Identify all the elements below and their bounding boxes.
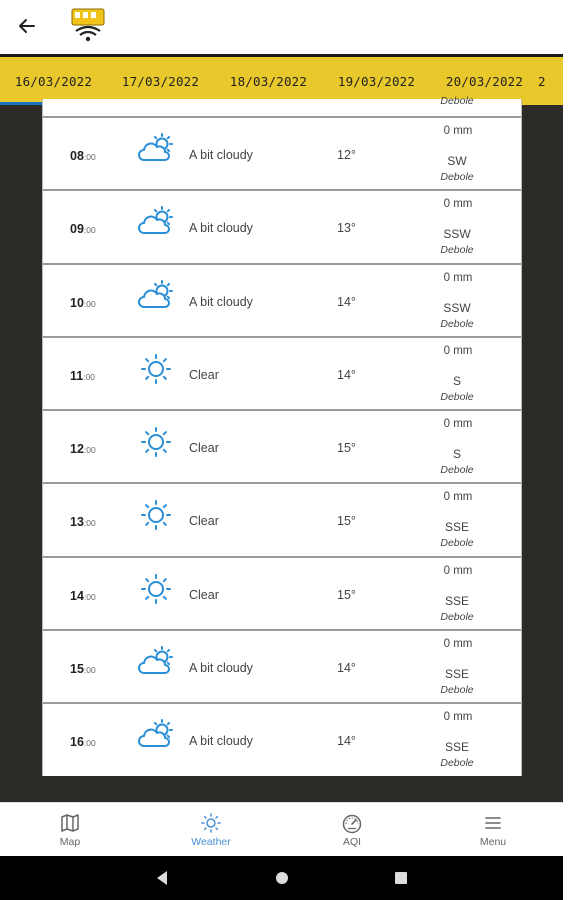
temperature-value: 14° [337, 367, 356, 382]
precipitation-value: 0 mm [443, 711, 473, 724]
temperature-value: 14° [337, 294, 356, 309]
table-row [43, 409, 521, 482]
nav-map[interactable] [0, 803, 140, 857]
condition-label: A bit cloudy [189, 148, 253, 162]
hour-label [70, 222, 96, 236]
hour-value: 16 [70, 735, 84, 750]
wind-strength: Debole [440, 537, 474, 550]
partly-cloudy-icon [137, 132, 175, 166]
condition-label: Clear [189, 514, 219, 529]
sun-icon [137, 498, 175, 532]
map-icon [59, 812, 81, 834]
nav-weather-label: Weather [191, 836, 231, 848]
wind-strength: Debole [440, 244, 474, 257]
condition-label: A bit cloudy [189, 734, 253, 749]
hour-label [70, 442, 96, 456]
wind-direction: SSE [444, 593, 469, 608]
precipitation-value: 0 mm [443, 418, 473, 431]
table-row [43, 629, 521, 702]
table-row [43, 189, 521, 262]
precipitation-value: 0 mm [443, 344, 473, 357]
system-back-button[interactable] [151, 867, 173, 889]
tab-next-partial[interactable]: 2 [538, 73, 546, 89]
hour-value: 08 [70, 149, 84, 163]
wind-strength: Debole [440, 171, 474, 183]
square-recents-icon [394, 871, 408, 885]
hour-value: 10 [70, 295, 84, 310]
minute-value: :00 [83, 591, 96, 602]
precipitation-value: 0 mm [443, 491, 473, 504]
hour-label [70, 735, 96, 749]
precipitation-value: 0 mm [443, 564, 473, 577]
minute-value: :00 [83, 225, 96, 236]
condition-label: Clear [189, 587, 219, 602]
forecast-content[interactable] [0, 95, 563, 802]
hour-label [70, 589, 96, 603]
nav-aqi-label: AQI [342, 836, 362, 848]
gauge-icon [341, 812, 363, 834]
table-row [43, 556, 521, 629]
tab-19-03-2022[interactable]: 19/03/2022 [337, 73, 416, 89]
precipitation-value: 0 mm [443, 125, 473, 137]
temperature-value: 15° [337, 514, 356, 529]
hour-value: 14 [70, 588, 84, 603]
partly-cloudy-icon [137, 279, 175, 313]
wind-direction: SSW [443, 227, 471, 242]
system-home-button[interactable] [271, 867, 293, 889]
hour-value: 12 [70, 442, 84, 457]
hourly-forecast-list[interactable] [42, 95, 522, 776]
hour-value: 13 [70, 515, 84, 530]
condition-label: A bit cloudy [189, 221, 253, 236]
temperature-value: 14° [337, 734, 356, 749]
nav-map-label: Map [59, 836, 81, 848]
weather-sun-icon [200, 812, 222, 834]
wind-direction: SSW [443, 300, 471, 315]
precipitation-value: 0 mm [443, 198, 473, 211]
minute-value: :00 [83, 445, 96, 456]
app-bar [0, 0, 563, 54]
wind-strength: Debole [440, 390, 474, 403]
minute-value: :00 [83, 371, 96, 382]
wind-strength: Debole [440, 610, 474, 623]
sun-icon [137, 425, 175, 459]
partly-cloudy-icon [137, 645, 175, 679]
table-row [43, 336, 521, 409]
wind-direction: SSE [444, 740, 469, 755]
condition-label: A bit cloudy [189, 294, 253, 309]
table-row [43, 116, 521, 189]
minute-value: :00 [83, 665, 96, 676]
wind-strength: Debole [440, 464, 474, 477]
bottom-navigation [0, 802, 563, 856]
temperature-value: 12° [337, 148, 356, 162]
sun-icon [137, 572, 175, 606]
tab-20-03-2022[interactable]: 20/03/2022 [445, 73, 524, 89]
nav-weather[interactable] [141, 803, 281, 857]
wind-direction: SSE [444, 667, 469, 682]
wind-strength: Debole [440, 317, 474, 330]
hour-value: 11 [70, 368, 84, 383]
menu-icon [482, 812, 504, 834]
wind-direction: S [452, 447, 461, 462]
wind-strength: Debole [440, 684, 474, 697]
tab-16-03-2022[interactable]: 16/03/2022 [0, 57, 107, 105]
temperature-value: 14° [337, 661, 356, 676]
nav-menu-label: Menu [479, 836, 507, 848]
table-row [43, 263, 521, 336]
temperature-value: 13° [337, 221, 356, 236]
hour-label [70, 662, 96, 676]
partly-cloudy-icon [137, 205, 175, 239]
triangle-back-icon [155, 870, 169, 886]
hour-label [70, 149, 96, 163]
wind-strength: Debole [440, 757, 474, 770]
hour-value: 09 [70, 222, 84, 237]
sun-icon [137, 352, 175, 386]
hour-label [70, 296, 96, 310]
partly-cloudy-icon [137, 718, 175, 752]
nav-menu[interactable] [423, 803, 563, 857]
table-row [43, 482, 521, 555]
wind-direction: S [452, 373, 461, 388]
arrow-back-icon [17, 16, 37, 36]
precipitation-value: 0 mm [443, 638, 473, 651]
temperature-value: 15° [337, 441, 356, 456]
minute-value: :00 [83, 518, 96, 529]
condition-label: Clear [189, 367, 219, 382]
precipitation-value: 0 mm [443, 271, 473, 284]
back-button[interactable] [12, 11, 42, 41]
hour-label [70, 515, 96, 529]
hour-value: 15 [70, 662, 84, 677]
minute-value: :00 [83, 738, 96, 749]
wind-direction: SSE [444, 520, 469, 535]
circle-home-icon [274, 870, 290, 886]
tab-17-03-2022[interactable]: 17/03/2022 [121, 73, 200, 89]
wind-strength: Debole [440, 95, 474, 107]
minute-value: :00 [83, 152, 96, 162]
hour-label [70, 369, 95, 383]
partial-row [43, 95, 521, 116]
system-recents-button[interactable] [390, 867, 412, 889]
nav-aqi[interactable] [282, 803, 422, 857]
tab-18-03-2022[interactable]: 18/03/2022 [229, 73, 308, 89]
table-row [43, 702, 521, 775]
system-navigation-bar [0, 856, 563, 900]
app-logo [66, 5, 110, 45]
wind-direction: SW [447, 154, 467, 168]
condition-label: Clear [189, 441, 219, 456]
temperature-value: 15° [337, 587, 356, 602]
minute-value: :00 [83, 298, 96, 309]
condition-label: A bit cloudy [189, 661, 253, 676]
